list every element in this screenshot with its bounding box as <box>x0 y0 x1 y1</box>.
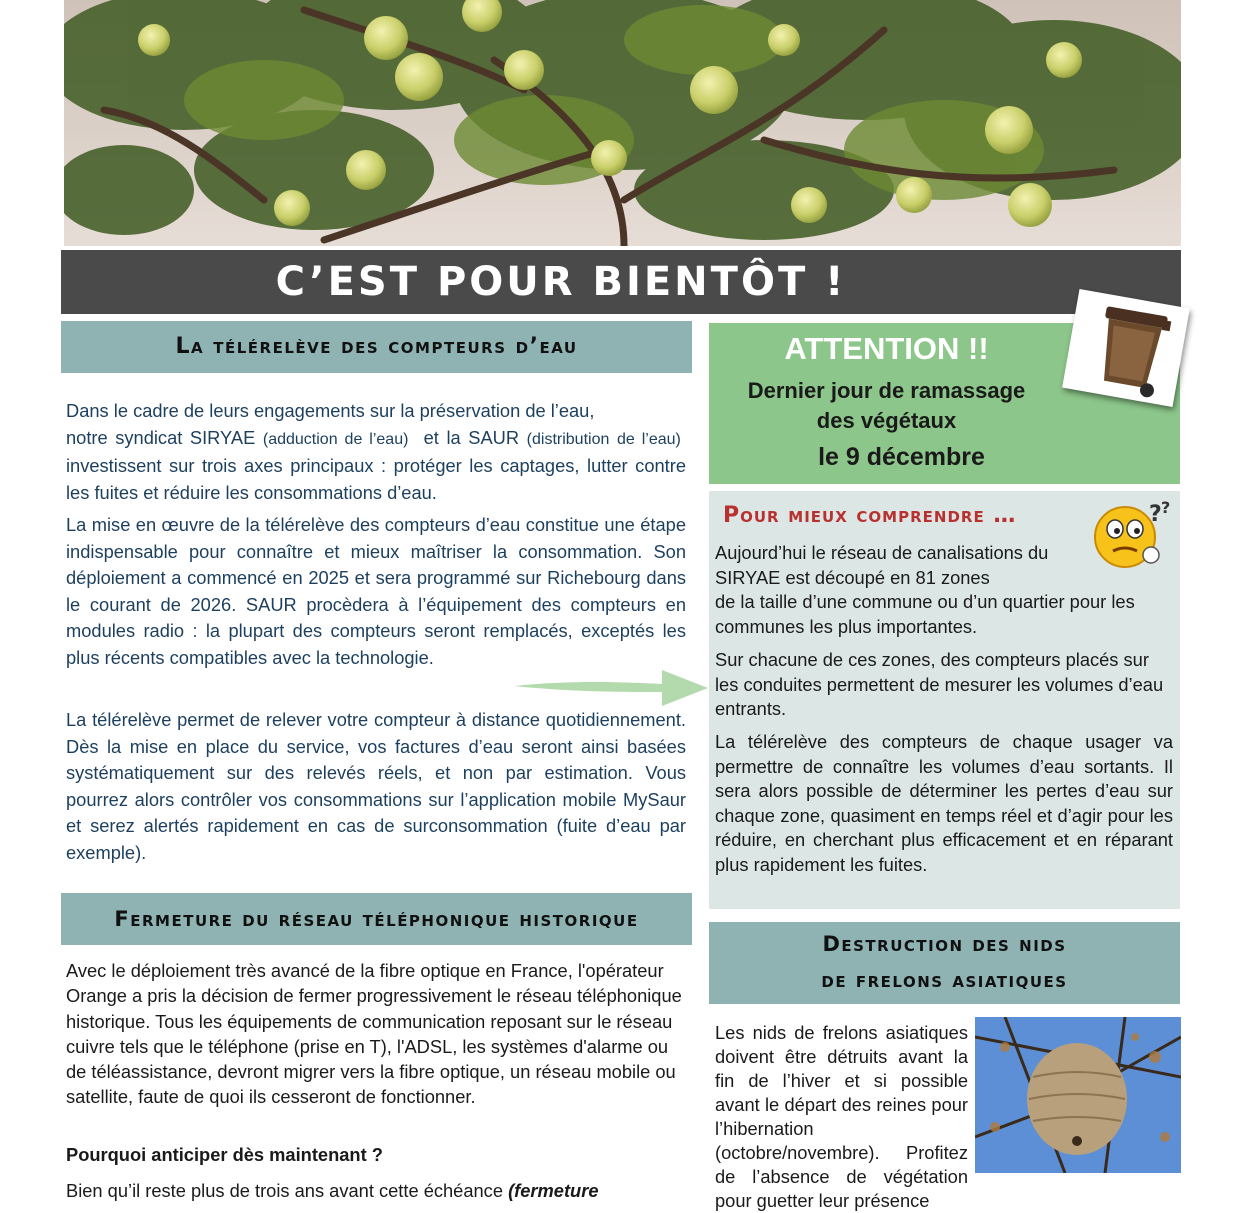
comprendre-p1-b: de la taille d’une commune ou d’un quartier pour les communes les plus importantes. <box>715 591 1135 637</box>
telereleve-paragraph-3 <box>66 707 686 866</box>
telereleve-p1-c: (adduction de l’eau) <box>262 430 409 448</box>
hero-apple-tree-photo <box>64 0 1181 246</box>
telereleve-p1-g: investissent sur trois axes principaux : protéger les captages, lutter contre les fuites et réduire les consommations d’eau. <box>66 455 686 503</box>
section-title-reseau: Fermeture du réseau téléphonique historique <box>61 893 692 945</box>
telereleve-p1-f: de l’eau) <box>616 430 681 448</box>
svg-text:?: ? <box>1161 498 1171 517</box>
banner <box>61 250 1181 314</box>
thinking-smiley-icon <box>1091 497 1179 571</box>
attention-title: ATTENTION !! <box>784 331 989 366</box>
telereleve-p1-e: (distribution <box>526 430 610 448</box>
hornet-nest-photo <box>975 1017 1181 1173</box>
reseau-paragraph-2 <box>66 1180 686 1202</box>
comprendre-p2: Sur chacune de ces zones, des compteurs placés sur les conduites permettent de mesurer les volumes d’eau entrants. <box>715 649 1164 719</box>
apple-tree-photo <box>64 0 1181 246</box>
reseau-p2-b: (fermeture <box>508 1180 599 1201</box>
telereleve-paragraph-2 <box>66 512 686 671</box>
svg-text:?: ? <box>1149 502 1162 527</box>
reseau-p2-a: Bien qu’il reste plus de trois ans avant cette échéance <box>66 1180 503 1201</box>
telereleve-p1-d: et la SAUR <box>423 426 520 448</box>
telereleve-p2: La mise en œuvre de la télérelève des compteurs d’eau constitue une étape indispensable pour connaître et mieux maîtriser la consommation. Son déploiement a commencé en 2025 et sera programmé sur Richebourg dans le courant de 2026. SAUR procèdera à l’équipement des compteurs en modules radio : la plupart des compteurs seront remplacés, exceptés les plus récents compatibles avec la technologie. <box>66 514 686 668</box>
frelons-p1: Les nids de frelons asiatiques doivent être détruits avant la fin de l’hiver et si possible avant le départ des reines pour l’hibernation (octobre/novembre). Profitez de l’absence de végétation pour guetter leur présence <box>715 1022 968 1211</box>
frelons-header <box>709 922 1180 1004</box>
banner-title: C’EST POUR BIENTÔT ! <box>275 259 847 305</box>
reseau-paragraph-1 <box>66 958 686 1110</box>
telereleve-paragraph-1 <box>66 398 686 506</box>
green-waste-bin-icon <box>1062 289 1190 407</box>
comprendre-p1-a: Aujourd’hui le réseau de canalisations du SIRYAE est découpé en 81 zones <box>715 542 1049 588</box>
comprendre-box <box>709 491 1180 909</box>
green-arrow-icon <box>512 662 712 712</box>
reseau-p1: Avec le déploiement très avancé de la fibre optique en France, l'opérateur Orange a pris la décision de fermer progressivement le réseau téléphonique historique. Tous les équipements de communication reposant sur le réseau cuivre tels que le téléphone (prise en T), l'ADSL, les systèmes d'alarme ou de téléassistance, devront migrer vers la fibre optique, un réseau mobile ou satellite, faute de quoi ils cesseront de fonctionner. <box>66 960 682 1108</box>
attention-date: le 9 décembre <box>818 443 985 471</box>
frelons-paragraph <box>715 1021 968 1213</box>
attention-line-1: Dernier jour de ramassage <box>747 378 1026 403</box>
comprendre-title: Pour mieux comprendre … <box>723 503 1017 528</box>
reseau-question: Pourquoi anticiper dès maintenant ? <box>66 1144 383 1165</box>
telereleve-p1-b: notre syndicat SIRYAE <box>66 426 256 448</box>
telereleve-p3: La télérelève permet de relever votre compteur à distance quotidiennement. Dès la mise en place du service, vos factures d’eau seront ainsi basées systématiquement sur des relevés réels, et non par estimation. Vous pourrez alors contrôler vos consommations sur l’application mobile MySaur et serez alertés rapidement en cas de surconsommation (fuite d’eau par exemple). <box>66 709 686 863</box>
comprendre-p3: La télérelève des compteurs de chaque usager va permettre de connaître les volumes d’eau sortants. Il sera alors possible de déterminer les pertes d’eau sur chaque zone, quasiment en temps réel et d’agir pour les réduire, en cherchant plus efficacement et en réparant plus rapidement les fuites. <box>715 731 1173 875</box>
frelons-title-line-2: de frelons asiatiques <box>821 968 1068 992</box>
frelons-title-line-1: Destruction des nids <box>822 932 1067 956</box>
section-title-telereleve: La télérelève des compteurs d’eau <box>61 321 692 373</box>
attention-line-2: des végétaux <box>816 408 957 433</box>
telereleve-p1-a: Dans le cadre de leurs engagements sur la préservation de l’eau, <box>66 400 595 421</box>
